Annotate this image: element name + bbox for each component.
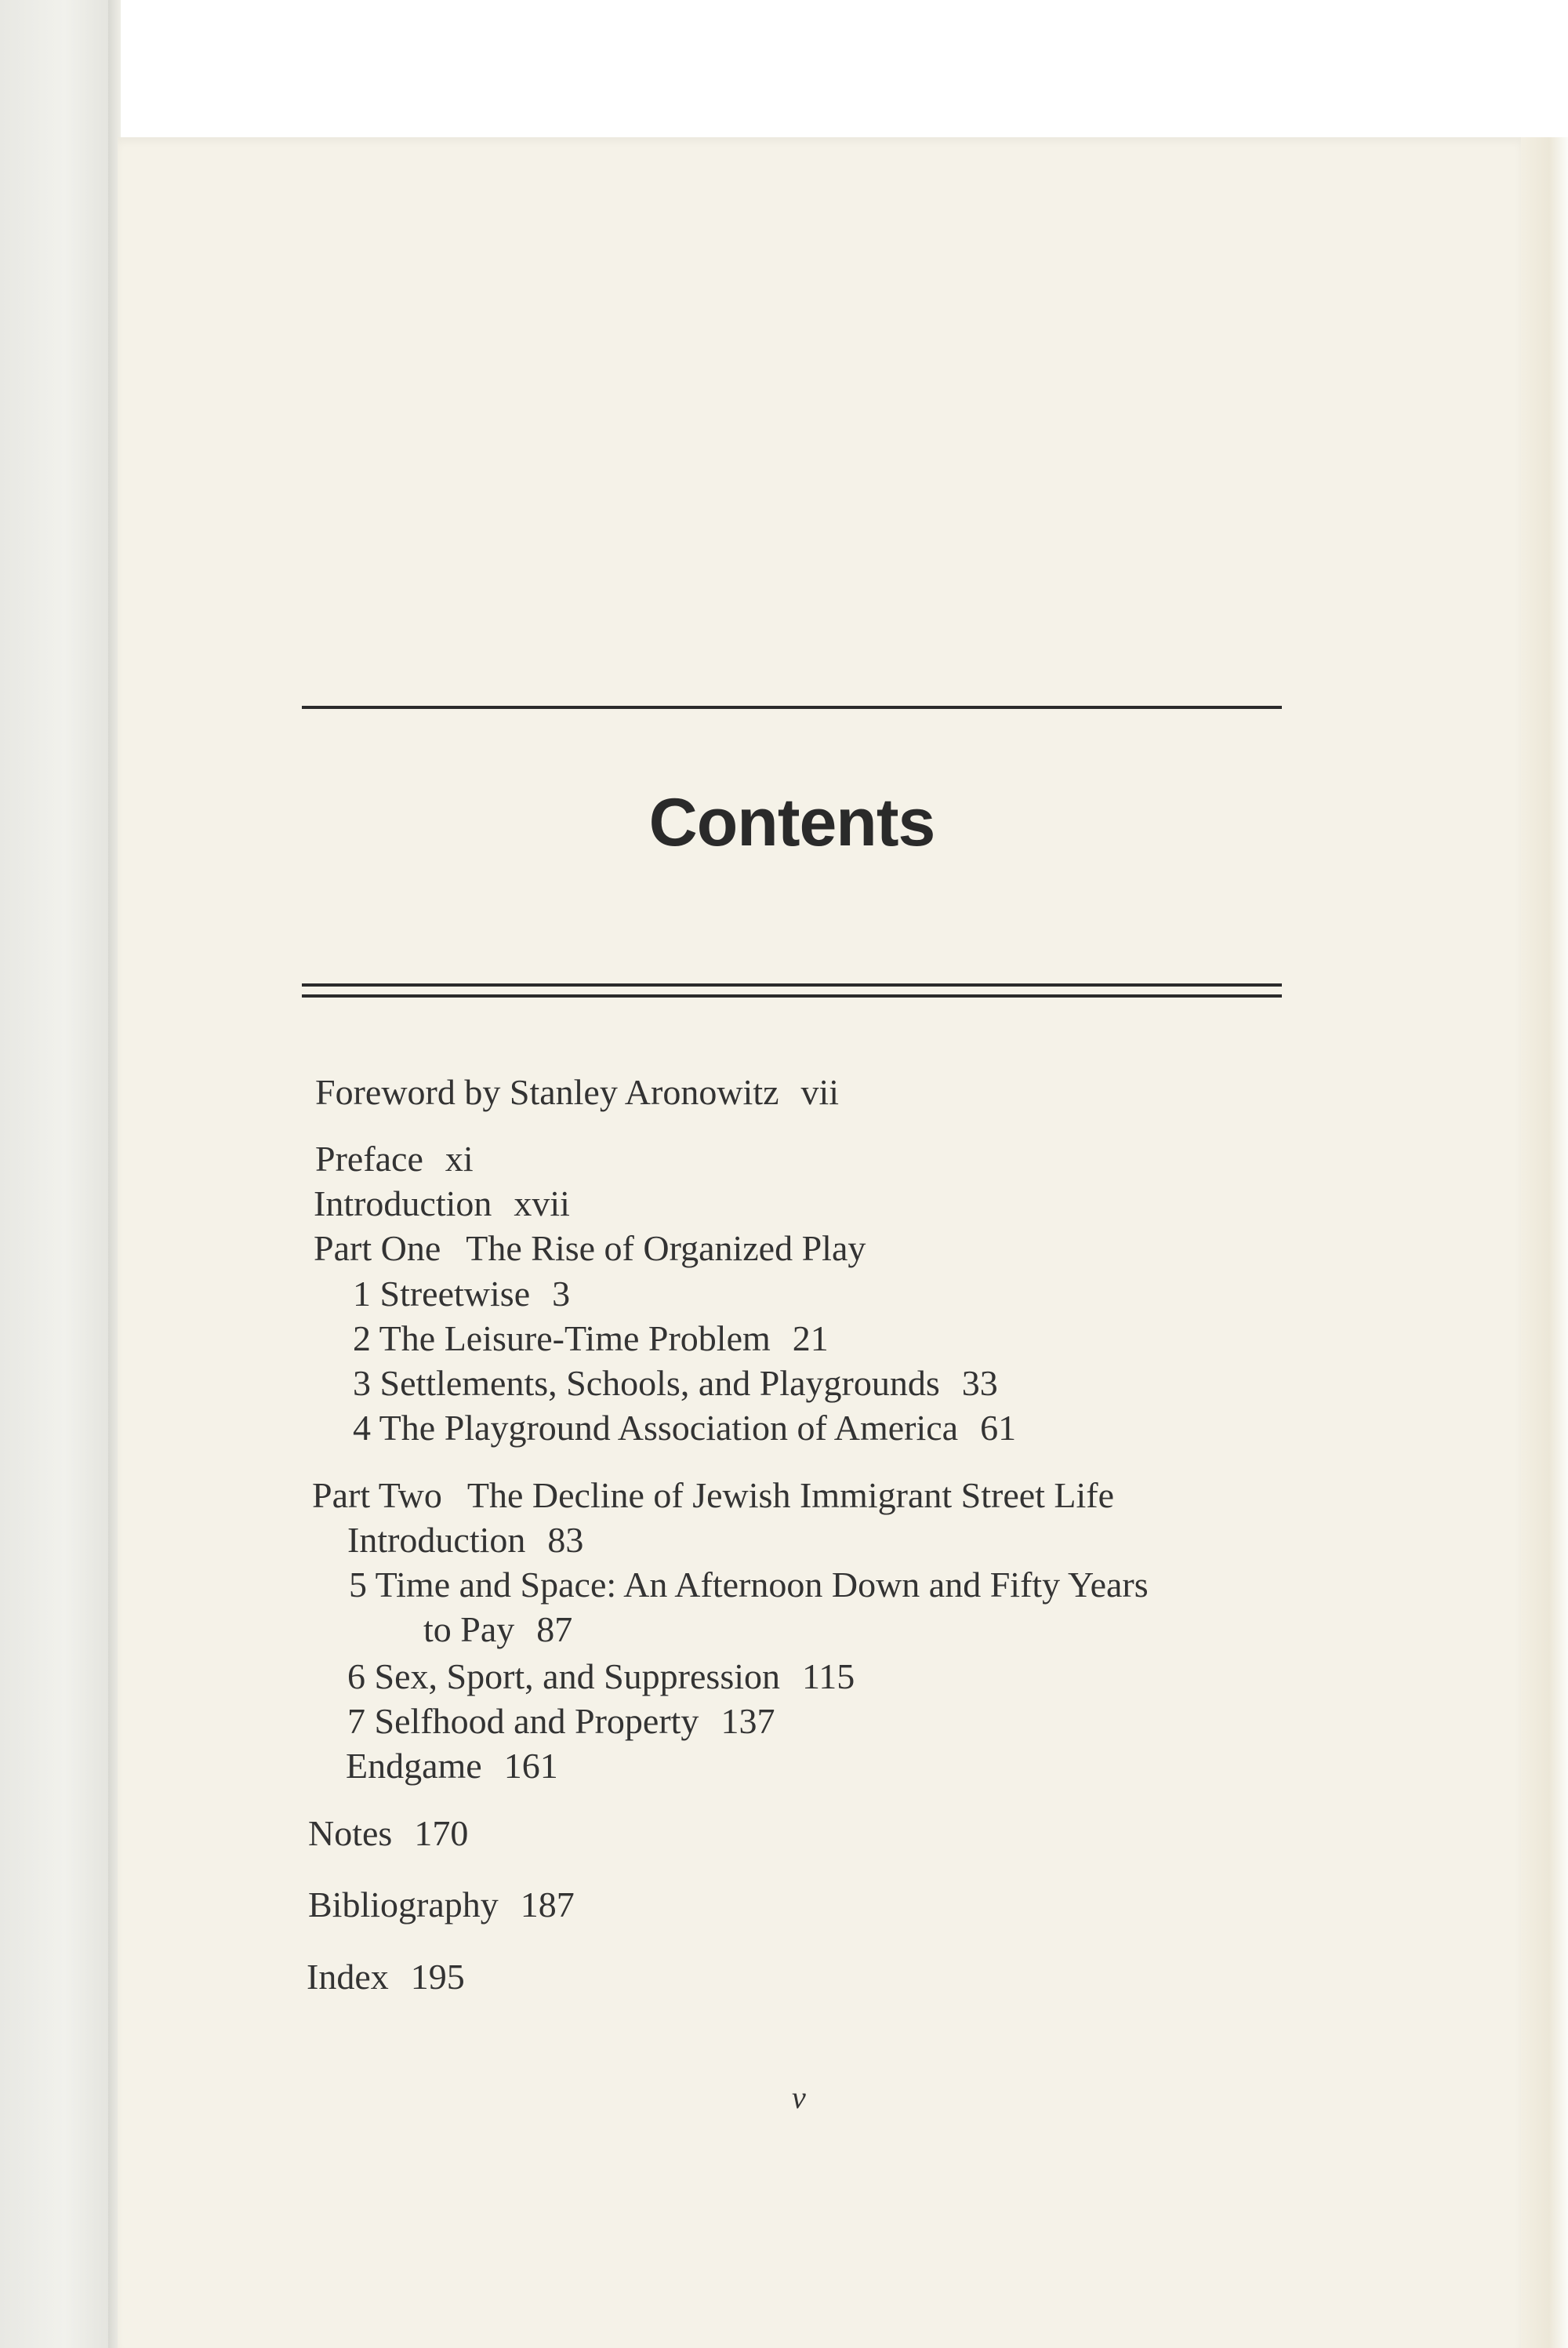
toc-part-two [312,1477,1114,1514]
toc-chapter-4 [353,1410,1016,1446]
toc-chapter-number: 6 [347,1656,365,1696]
page-right-edge [1521,137,1568,2348]
toc-page-number: 137 [720,1701,775,1741]
toc-chapter-1 [353,1276,570,1312]
toc-part-title: The Decline of Jewish Immigrant Street Life [466,1475,1115,1515]
toc-page-number: 170 [414,1813,469,1853]
toc-entry-bibliography [308,1887,575,1923]
toc-page-number: 195 [410,1957,465,1997]
toc-entry-label: Preface [315,1139,423,1179]
toc-chapter-title: Sex, Sport, and Suppression [374,1656,780,1696]
toc-entry-label: Foreword by Stanley Aronowitz [315,1072,779,1112]
toc-part-one [314,1230,866,1267]
toc-chapter-title: Selfhood and Property [374,1701,699,1741]
toc-part-number: Part Two [312,1475,442,1515]
toc-chapter-number: 1 [353,1274,371,1314]
toc-chapter-title: Settlements, Schools, and Playgrounds [379,1363,940,1403]
toc-entry-label: Introduction [314,1183,492,1223]
top-rule [302,706,1282,709]
double-rule-upper [302,983,1282,987]
toc-entry-label: Bibliography [308,1885,499,1925]
toc-entry-label: Endgame [346,1746,482,1786]
toc-chapter-number: 7 [347,1701,365,1741]
double-rule-lower [302,994,1282,998]
page-title: Contents [648,785,935,860]
toc-chapter-title-line-2: to Pay [423,1609,515,1649]
toc-page-number: 83 [547,1520,584,1560]
toc-page-number: 3 [552,1274,571,1314]
toc-chapter-title: Streetwise [379,1274,531,1314]
toc-entry-notes [308,1813,469,1853]
toc-entry-index [307,1959,465,1995]
page-folio-number: v [792,2080,806,2115]
toc-entry-endgame [346,1748,558,1784]
toc-page-number: 61 [980,1408,1017,1448]
left-page-edge [0,0,118,2348]
toc-chapter-number: 4 [353,1408,371,1448]
toc-chapter-number: 2 [353,1318,371,1358]
toc-chapter-2 [353,1318,829,1358]
toc-chapter-number: 5 [349,1565,367,1605]
toc-chapter-5 [349,1567,1149,1603]
toc-chapter-number: 3 [353,1363,371,1403]
toc-page-number: 161 [503,1746,558,1786]
toc-page-number: 33 [961,1363,998,1403]
toc-page-number: xi [445,1139,474,1179]
toc-chapter-title: The Playground Association of America [379,1408,959,1448]
toc-chapter-title: The Leisure-Time Problem [379,1318,771,1358]
toc-page-number: 21 [792,1318,829,1358]
toc-chapter-title-line-1: Time and Space: An Afternoon Down and Fifty Years [375,1565,1149,1605]
toc-entry-foreword [315,1074,839,1110]
toc-entry-label: Index [307,1957,389,1997]
toc-part-title: The Rise of Organized Play [466,1228,866,1268]
toc-part-number: Part One [314,1228,441,1268]
toc-entry-part-two-introduction [347,1522,583,1558]
toc-page-number: 187 [520,1885,575,1925]
toc-chapter-6 [347,1656,855,1696]
toc-entry-preface [315,1141,474,1177]
toc-chapter-5-continued [423,1609,573,1649]
toc-entry-introduction [314,1183,570,1223]
toc-page-number: 87 [536,1609,573,1649]
toc-page-number: xvii [514,1183,570,1223]
toc-entry-label: Introduction [347,1520,526,1560]
toc-page-number: 115 [802,1656,855,1696]
toc-chapter-3 [353,1365,998,1401]
toc-chapter-7 [347,1703,775,1739]
toc-entry-label: Notes [308,1813,393,1853]
toc-page-number: vii [800,1072,840,1112]
